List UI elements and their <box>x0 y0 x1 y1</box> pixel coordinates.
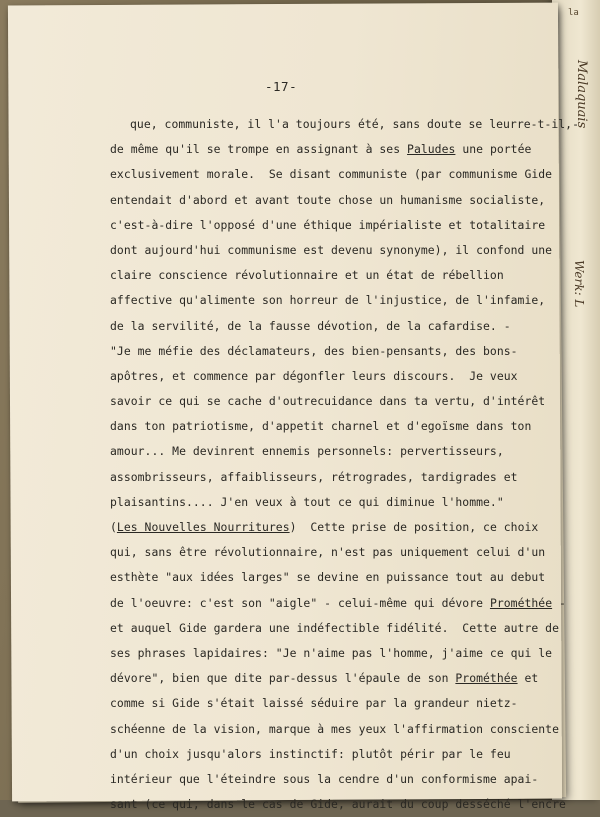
text-line: et auquel Gide gardera une indéfectible fidélité. Cette autre de <box>110 620 560 635</box>
text-line: dans ton patriotisme, d'appetit charnel et d'egoïsme dans ton <box>110 419 532 434</box>
text-line: c'est-à-dire l'opposé d'une éthique impérialiste et totalitaire <box>110 217 546 232</box>
text-line: affective qu'alimente son horreur de l'injustice, de l'infamie, <box>110 293 546 308</box>
title-promethee: Prométhée <box>489 595 553 610</box>
text-line: de la servilité, de la fausse dévotion, de la cafardise. - <box>110 318 511 333</box>
text-line: (Les Nouvelles Nourritures) Cette prise de position, ce choix <box>110 520 539 534</box>
text-line: dévore", bien que dite par-dessus l'épaule de son Prométhée et <box>110 671 539 686</box>
text-line: apôtres, et commence par dégonfler leurs discours. Je veux <box>110 368 518 383</box>
text-line: exclusivement morale. Se disant communiste (par communisme Gide <box>110 167 553 182</box>
side-document-annotation: Werk: L <box>572 260 586 308</box>
text-line: "Je me méfie des déclamateurs, des bien-pensants, des bons- <box>110 343 518 358</box>
title-nouvelles-nourritures: Les Nouvelles Nourritures <box>116 520 290 534</box>
text-line: qui, sans être révolutionnaire, n'est pas uniquement celui d'un <box>110 545 546 560</box>
side-edge-label: la <box>568 8 579 18</box>
text-line: d'un choix jusqu'alors instinctif: plutôt périr par le feu <box>110 746 511 761</box>
text-line: dont aujourd'hui communisme est devenu synonyme), il confond une <box>110 242 553 257</box>
text-line: de même qu'il se trompe en assignant à ses Paludes une portée <box>110 142 532 157</box>
text-line: de l'oeuvre: c'est son "aigle" - celui-même qui dévore Prométhée - <box>110 595 566 610</box>
page-number: -17- <box>265 79 298 94</box>
text-line: esthète "aux idées larges" se devine en puissance tout au debut <box>110 570 546 585</box>
title-paludes: Paludes <box>407 142 456 157</box>
text-line: ses phrases lapidaires: "Je n'aime pas l'homme, j'aime ce qui le <box>110 645 553 660</box>
text-line: que, communiste, il l'a toujours été, sans doute se leurre-t-il,- <box>130 117 580 131</box>
text-line: savoir ce qui se cache d'outrecuidance dans ta vertu, d'intérêt <box>110 394 546 409</box>
text-line: amour... Me devinrent ennemis personnels: pervertisseurs, <box>110 444 504 459</box>
side-document-name: Malaquais <box>574 60 589 129</box>
text-line: schéenne de la vision, marque à mes yeux l'affirmation consciente <box>110 721 560 736</box>
title-promethee: Prométhée <box>455 671 518 686</box>
text-line: entendait d'abord et avant toute chose un humanisme socialiste, <box>110 192 546 207</box>
text-line: intérieur que l'éteindre sous la cendre d'un conformisme apai- <box>110 771 539 786</box>
text-line: assombrisseurs, affaiblisseurs, rétrogrades, tardigrades et <box>110 469 518 484</box>
text-line: comme si Gide s'était laissé séduire par la grandeur nietz- <box>110 696 518 711</box>
text-line: claire conscience révolutionnaire et un état de rébellion <box>110 268 504 283</box>
text-line: plaisantins.... J'en veux à tout ce qui diminue l'homme." <box>110 494 504 509</box>
text-line: sant (ce qui, dans le cas de Gide, aurait du coup desséché l'encre <box>110 797 566 812</box>
